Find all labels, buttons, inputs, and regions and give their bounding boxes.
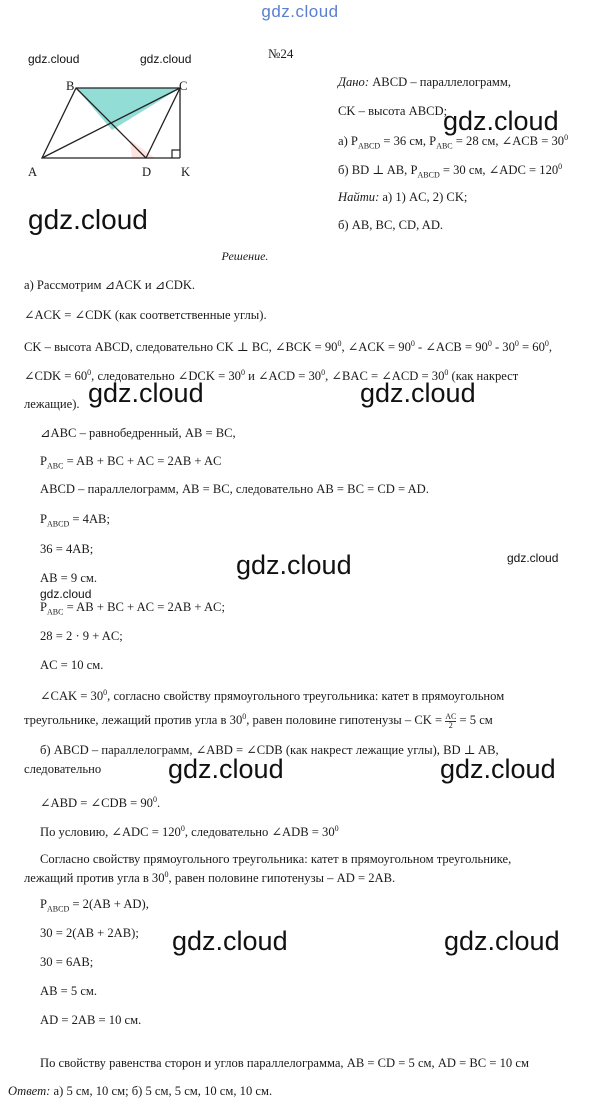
given-line-5: Найти: а) 1) AC, 2) CK; bbox=[338, 190, 468, 204]
solution-line: ⊿ABC – равнобедренный, AB = BC, bbox=[40, 426, 236, 440]
answer-label: Ответ: bbox=[8, 1084, 51, 1098]
solution-line: $P_{ABC}$ = AB + BC + AC = 2AB + AC bbox=[40, 454, 222, 471]
label-c: C bbox=[179, 79, 188, 93]
given-line-3: а) $P_{ABCD} = 36$ см, $P_{ABC} = 28$ см, ∠ACB = $30^0$ bbox=[338, 133, 569, 151]
watermark: gdz.cloud bbox=[360, 378, 476, 408]
highlight-region bbox=[76, 88, 180, 130]
solution-line: 36 = 4AB; bbox=[40, 542, 94, 556]
given-line-6: б) AB, BC, CD, AD. bbox=[338, 218, 444, 232]
solution-line: $P_{ABCD} = 4AB$; bbox=[40, 512, 110, 529]
label-b: B bbox=[66, 79, 75, 93]
watermark: gdz.cloud bbox=[440, 754, 556, 784]
given-line-4: б) BD ⊥ AB, $P_{ABCD} = 30$ см, ∠ADC = $120^0$ bbox=[338, 162, 563, 180]
solution-line: б) ABCD – параллелограмм, ∠ABD = ∠CDB (как накрест лежащие углы), BD ⊥ AB, bbox=[40, 743, 499, 757]
solution-line: По свойству равенства сторон и углов параллелограмма, AB = CD = 5 см, AD = BC = 10 см bbox=[40, 1056, 529, 1070]
solution-line: следовательно bbox=[24, 762, 102, 776]
answer-line bbox=[8, 1083, 272, 1099]
label-k: K bbox=[181, 165, 191, 179]
solution-line: ∠ABD = ∠CDB = $90^0$. bbox=[40, 795, 161, 811]
solution-line: а) Рассмотрим ⊿ACK и ⊿CDK. bbox=[24, 278, 196, 292]
watermark: gdz.cloud bbox=[40, 587, 92, 601]
watermark: gdz.cloud bbox=[507, 551, 559, 565]
solution-line: ABCD – параллелограмм, AB = BC, следовательно AB = BC = CD = AD. bbox=[40, 482, 429, 496]
watermark-top: gdz.cloud bbox=[261, 2, 339, 21]
parallelogram-figure bbox=[20, 70, 200, 180]
problem-number: №24 bbox=[268, 46, 294, 61]
solution-line: 30 = 6AB; bbox=[40, 955, 94, 969]
solution-line: $P_{ABCD} = 2(AB + AD)$, bbox=[40, 897, 149, 914]
solution-line: треугольнике, лежащий против угла в $30^0$, равен половине гипотенузы – CK = $\frac{AC}{2}$ = 5 см bbox=[24, 711, 493, 730]
solution-line: $P_{ABC}$ = AB + BC + AC = 2AB + AC; bbox=[40, 600, 225, 617]
watermark: gdz.cloud bbox=[172, 926, 288, 956]
solution-line: По условию, ∠ADC = $120^0$, следовательно ∠ADB = $30^0$ bbox=[40, 824, 339, 840]
solution-line: 30 = 2(AB + 2AB); bbox=[40, 926, 139, 940]
solution-line: ∠ACK = ∠CDK (как соответственные углы). bbox=[24, 308, 267, 322]
watermark: gdz.cloud bbox=[444, 926, 560, 956]
watermark: gdz.cloud bbox=[88, 378, 204, 408]
watermark: gdz.cloud bbox=[140, 52, 192, 66]
watermark: gdz.cloud bbox=[28, 204, 148, 235]
solution-line: ∠CDK = $60^0$, следовательно ∠DCK = $30^0$ и ∠ACD = $30^0$, ∠BAC = ∠ACD = $30^0$ (как накрест bbox=[24, 368, 519, 384]
watermark: gdz.cloud bbox=[236, 550, 352, 580]
solution-line: CK – высота ABCD, следовательно CK ⊥ BC, ∠BCK = $90^0$, ∠ACK = $90^0$ - ∠ACB = $90^0 - 30^0 = 60^0$, bbox=[24, 339, 553, 355]
solution-line: AB = 5 см. bbox=[40, 984, 98, 998]
given-line-2: CK – высота ABCD; bbox=[338, 104, 448, 118]
given-line-1: Дано: ABCD – параллелограмм, bbox=[338, 75, 512, 89]
fraction-ac-2: $\frac{AC}{2}$ bbox=[445, 711, 457, 730]
solution-line: ∠CAK = $30^0$, согласно свойству прямоугольного треугольника: катет в прямоугольном bbox=[40, 688, 505, 704]
solution-line: 28 = 2 · 9 + AC; bbox=[40, 629, 123, 643]
answer-text: а) 5 см, 10 см; б) 5 см, 5 см, 10 см, 10 см. bbox=[53, 1084, 273, 1098]
watermark: gdz.cloud bbox=[28, 52, 80, 66]
label-a: A bbox=[28, 165, 38, 179]
solution-line: лежащий против угла в $30^0$, равен половине гипотенузы – AD = 2AB. bbox=[24, 870, 396, 886]
solution-line: Согласно свойству прямоугольного треугольника: катет в прямоугольном треугольнике, bbox=[40, 852, 512, 866]
watermark: gdz.cloud bbox=[443, 106, 559, 136]
watermark: gdz.cloud bbox=[168, 754, 284, 784]
label-d: D bbox=[142, 165, 152, 179]
right-angle-mark bbox=[172, 150, 180, 158]
solution-line: AB = 9 см. bbox=[40, 571, 98, 585]
solution-heading: Решение. bbox=[221, 249, 269, 263]
solution-line: AD = 2AB = 10 см. bbox=[40, 1013, 142, 1027]
solution-line: AC = 10 см. bbox=[40, 658, 104, 672]
solution-line: лежащие). bbox=[24, 397, 80, 411]
